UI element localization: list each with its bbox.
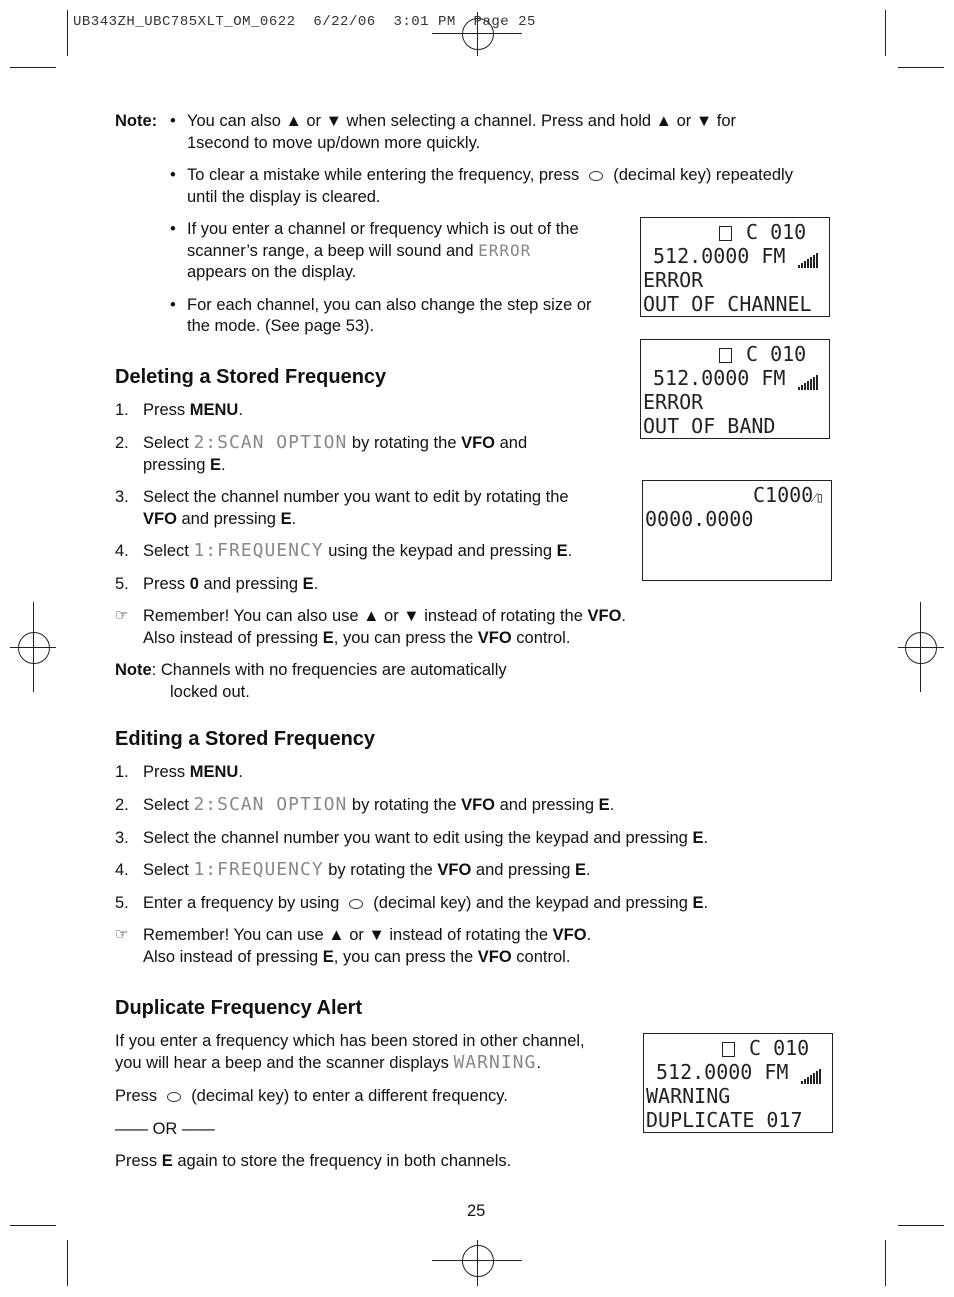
note-bullet-3-line-2: scanner’s range, a beep will sound and ERROR [187,241,532,260]
note-bullet-2-line-1: To clear a mistake while entering the frequency, press (decimal key) repeatedly [187,166,793,184]
note-bullet-1-line-1: You can also ▲ or ▼ when selecting a channel. Press and hold ▲ or ▼ for [187,112,737,130]
section-heading-duplicate: Duplicate Frequency Alert [115,997,363,1019]
registration-mark-circle [18,632,50,664]
delete-step-3-line-2: VFO and pressing E. [143,510,297,528]
section-heading-editing: Editing a Stored Frequency [115,728,376,750]
channel-box-icon [719,226,732,241]
crop-mark [67,1240,68,1286]
crop-mark [10,67,56,68]
duplicate-para-1-line-2: you will hear a beep and the scanner displays WARNING. [115,1052,541,1073]
signal-strength-icon [798,244,819,268]
step-number: 3. [115,829,129,847]
edit-step-4: Select 1:FREQUENCY by rotating the VFO and pressing E. [143,859,591,880]
crop-mark [898,1225,944,1226]
lcd-display-out-of-channel: C 010 512.0000 FM ERROR OUT OF CHANNEL [640,217,830,317]
step-number: 2. [115,434,129,452]
delete-step-2: Select 2:SCAN OPTION by rotating the VFO and [143,432,528,453]
note-bullet-1-line-2: 1second to move up/down more quickly. [187,134,481,152]
registration-mark-circle [905,632,937,664]
delete-step-1: Press MENU. [143,401,243,419]
lcd-display-duplicate-warning: C 010 512.0000 FM WARNING DUPLICATE 017 [643,1033,833,1133]
delete-step-2-line-2: pressing E. [143,456,226,474]
signal-strength-icon [801,1060,822,1084]
pointing-hand-icon: ☞ [115,926,129,943]
note-bullet-4-line-1: For each channel, you can also change the step size or [187,296,592,314]
bullet: • [170,166,176,184]
print-slug: UB343ZH_UBC785XLT_OM_0622 6/22/06 3:01 PM Page 25 [73,14,536,30]
delete-note-line-2: locked out. [170,683,250,701]
pointing-hand-icon: ☞ [115,607,129,624]
delete-step-5: Press 0 and pressing E. [143,575,319,593]
lcd-text-error: ERROR [478,241,532,260]
step-number: 2. [115,796,129,814]
lcd-display-new-channel: C1000⁄▯ 0000.0000 [642,480,832,581]
crop-mark [885,1240,886,1286]
step-number: 1. [115,763,129,781]
note-bullet-3-line-3: appears on the display. [187,263,357,281]
or-separator: —— OR —— [115,1120,215,1138]
decimal-key-icon [349,899,363,909]
registration-mark-circle [462,1245,494,1277]
edit-step-3: Select the channel number you want to edit using the keypad and pressing E. [143,829,709,847]
delete-note-line-1: Note: Channels with no frequencies are automatically [115,661,507,679]
note-bullet-2-line-2: until the display is cleared. [187,188,381,206]
crop-mark [885,10,886,56]
step-number: 5. [115,575,129,593]
page-number: 25 [467,1202,486,1220]
step-number: 3. [115,488,129,506]
note-bullet-4-line-2: the mode. (See page 53). [187,317,375,335]
delete-step-4: Select 1:FREQUENCY using the keypad and pressing E. [143,540,573,561]
duplicate-para-1-line-1: If you enter a frequency which has been stored in other channel, [115,1032,585,1050]
edit-step-2: Select 2:SCAN OPTION by rotating the VFO and pressing E. [143,794,615,815]
crop-mark [10,1225,56,1226]
channel-box-icon [722,1042,735,1057]
duplicate-para-2: Press (decimal key) to enter a different frequency. [115,1087,508,1105]
delete-remember-line-2: Also instead of pressing E, you can press the VFO control. [143,629,571,647]
decimal-key-icon [167,1092,181,1102]
lockout-icon: ⁄▯ [813,490,824,506]
edit-step-5: Enter a frequency by using (decimal key) and the keypad and pressing E. [143,894,709,912]
note-bullet-3-line-1: If you enter a channel or frequency which is out of the [187,220,579,238]
delete-step-3: Select the channel number you want to edit by rotating the [143,488,569,506]
section-heading-deleting: Deleting a Stored Frequency [115,366,387,388]
channel-box-icon [719,348,732,363]
bullet: • [170,296,176,314]
note-label: Note: [115,112,158,130]
crop-mark [898,67,944,68]
decimal-key-icon [589,171,603,181]
edit-remember-line-2: Also instead of pressing E, you can press the VFO control. [143,948,571,966]
bullet: • [170,220,176,238]
duplicate-para-3: Press E again to store the frequency in both channels. [115,1152,512,1170]
edit-step-1: Press MENU. [143,763,243,781]
step-number: 4. [115,861,129,879]
step-number: 5. [115,894,129,912]
edit-remember-line-1: Remember! You can use ▲ or ▼ instead of rotating the VFO. [143,926,592,944]
step-number: 4. [115,542,129,560]
signal-strength-icon [798,366,819,390]
delete-remember-line-1: Remember! You can also use ▲ or ▼ instead of rotating the VFO. [143,607,627,625]
bullet: • [170,112,176,130]
step-number: 1. [115,401,129,419]
crop-mark [67,10,68,56]
lcd-display-out-of-band: C 010 512.0000 FM ERROR OUT OF BAND [640,339,830,439]
